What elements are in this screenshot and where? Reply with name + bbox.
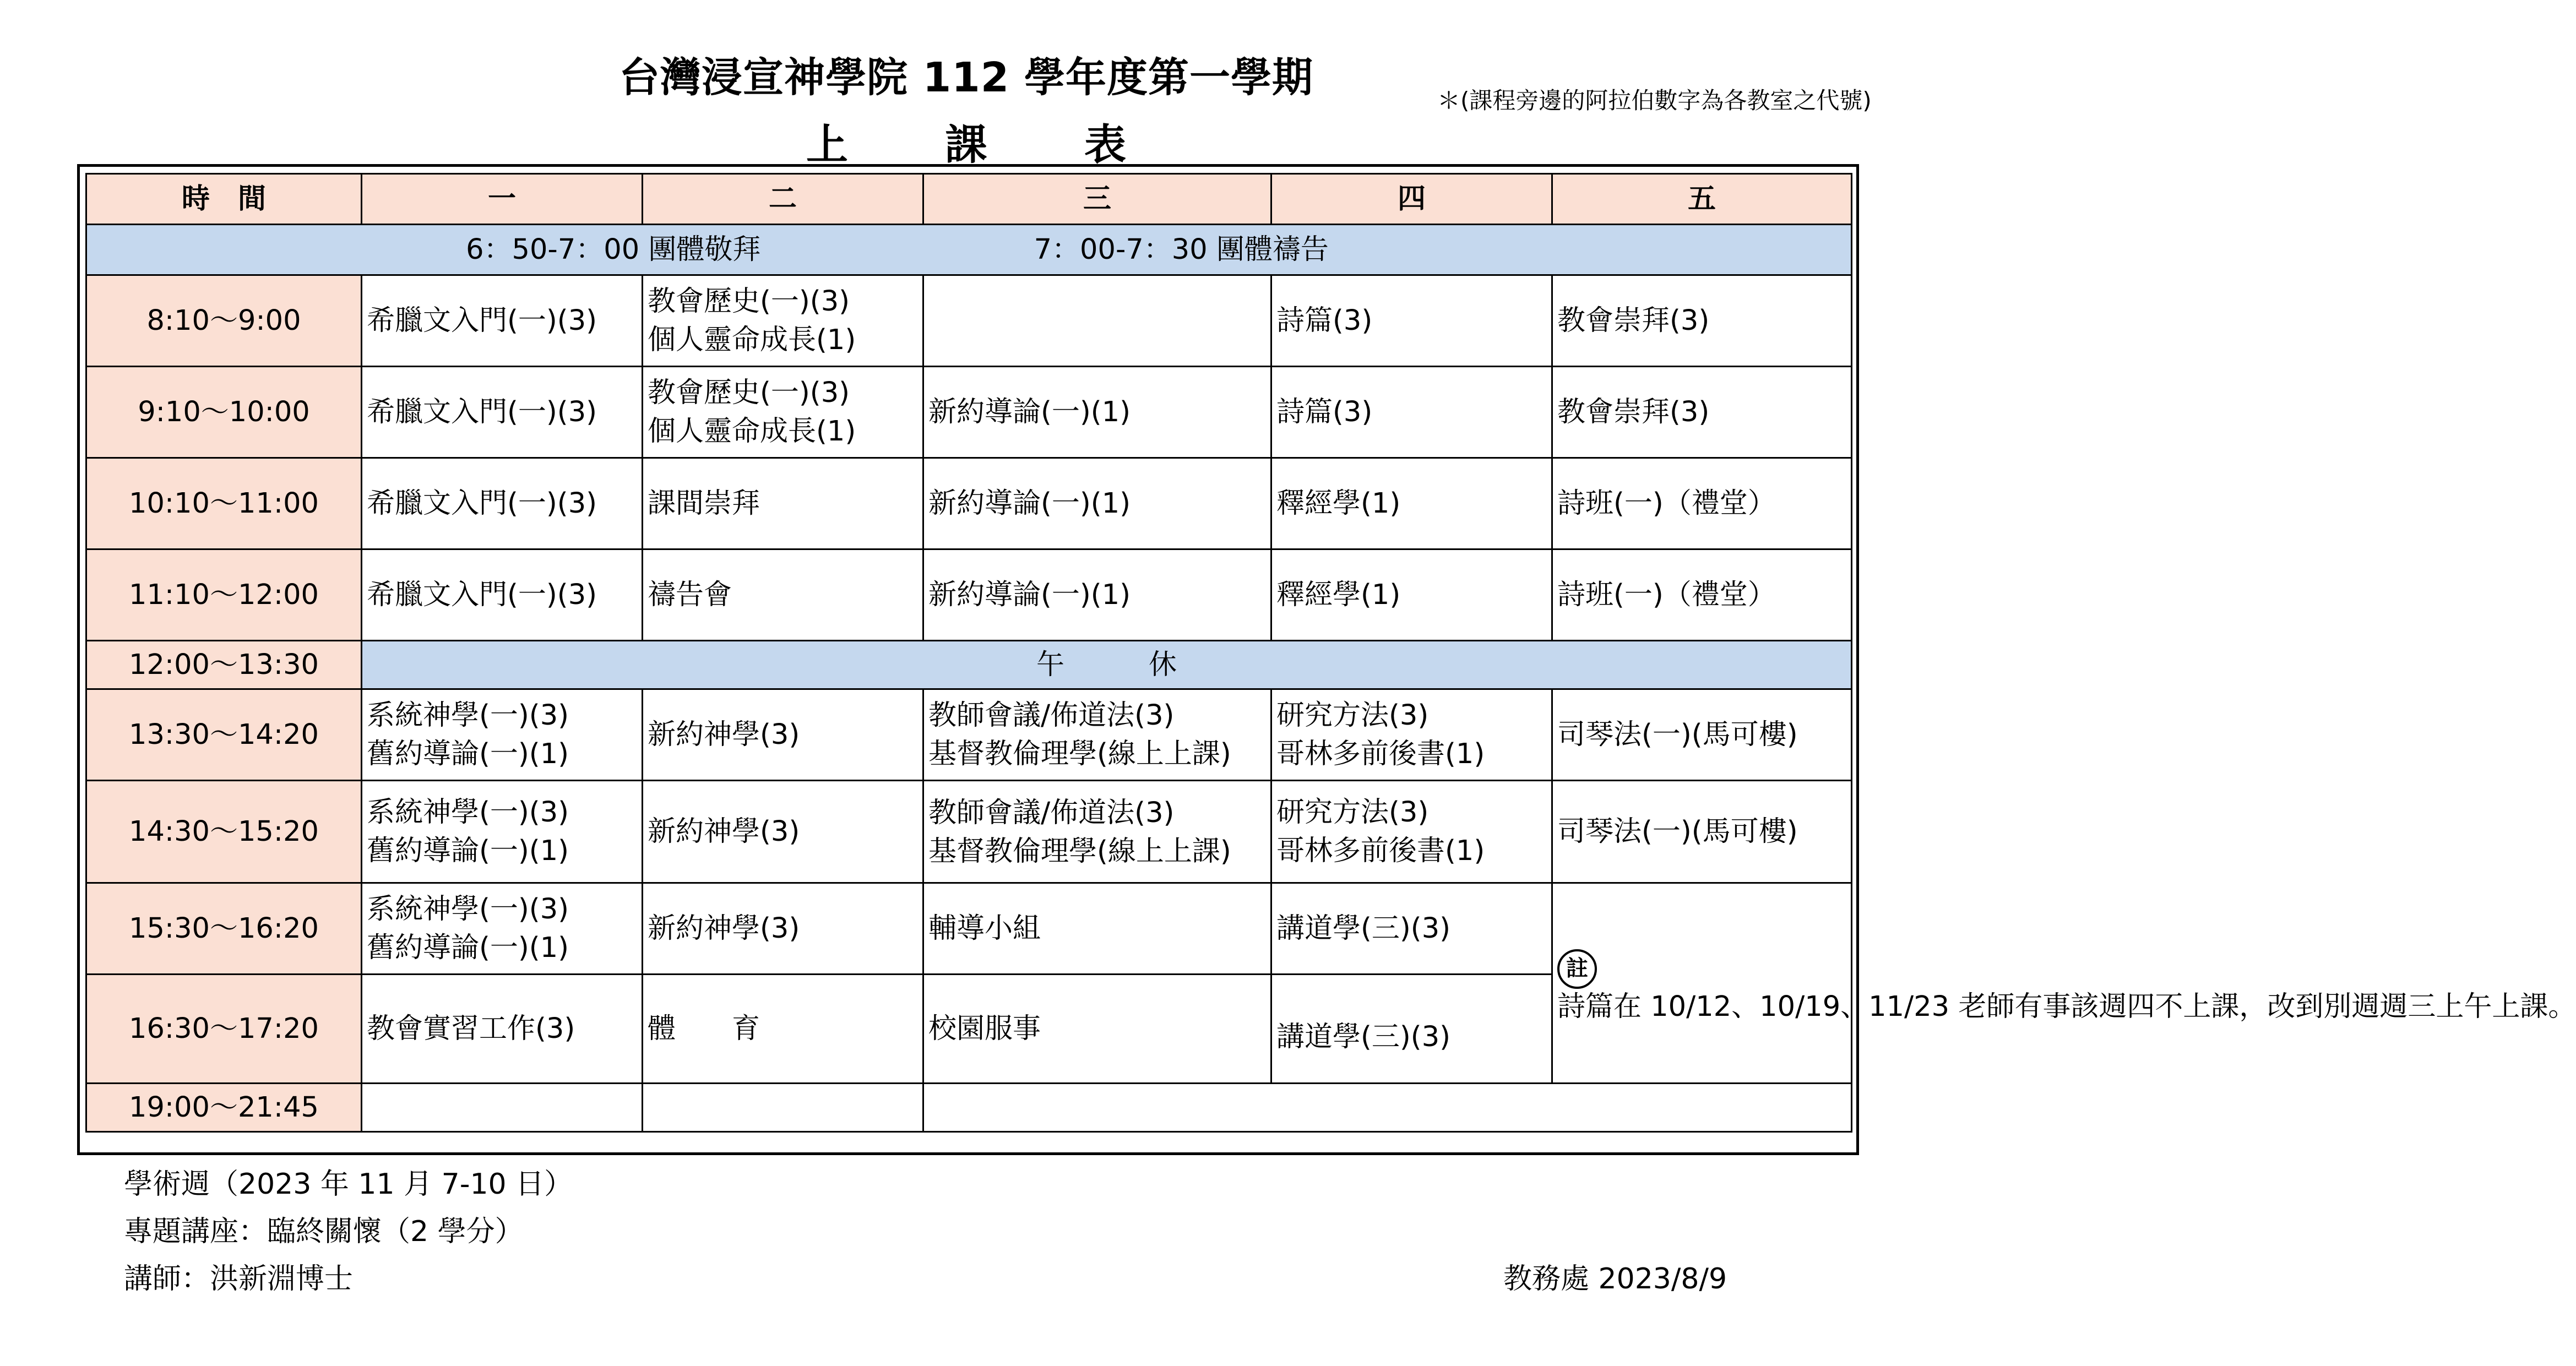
course-cell: 詩班(一)（禮堂） — [1552, 458, 1852, 549]
course-cell: 詩班(一)（禮堂） — [1552, 549, 1852, 641]
schedule-note: 詩篇在 10/12、10/19、11/23 老師有事該週四不上課，改到別週週三上午上課。 — [1557, 990, 2576, 1023]
col-header-thu: 四 — [1271, 174, 1552, 225]
header-row — [86, 174, 1852, 225]
course-line: 個人靈命成長(1) — [648, 415, 856, 448]
course-line: 哥林多前後書(1) — [1276, 737, 1485, 770]
time-cell: 13:30～14:20 — [86, 689, 362, 781]
table-row — [86, 883, 1852, 975]
course-cell: 課間崇拜 — [643, 458, 923, 549]
table-row — [86, 458, 1852, 549]
course-cell — [362, 781, 643, 883]
time-cell: 15:30～16:20 — [86, 883, 362, 975]
course-line: 舊約導論(一)(1) — [367, 737, 569, 770]
page-title: 台灣浸宣神學院 112 學年度第一學期 — [619, 54, 1313, 101]
course-cell: 禱告會 — [643, 549, 923, 641]
course-cell: 詩篇(3) — [1271, 275, 1552, 367]
time-cell: 19:00～21:45 — [86, 1084, 362, 1132]
course-line: 教會歷史(一)(3) — [648, 376, 850, 409]
course-line: 舊約導論(一)(1) — [367, 834, 569, 867]
course-cell — [923, 689, 1271, 781]
course-cell: 講道學(三)(3) — [1271, 975, 1552, 1084]
course-line: 教會歷史(一)(3) — [648, 285, 850, 318]
course-cell: 釋經學(1) — [1271, 458, 1552, 549]
special-lecture: 專題講座：臨終關懷（2 學分） — [124, 1215, 524, 1248]
table-row — [86, 689, 1852, 781]
worship-row — [86, 225, 1852, 275]
table-row — [86, 781, 1852, 883]
course-cell: 輔導小組 — [923, 883, 1271, 975]
course-cell — [923, 781, 1271, 883]
note-mark-icon: 註 — [1557, 949, 1597, 989]
office-date: 教務處 2023/8/9 — [1503, 1262, 1727, 1296]
course-cell: 新約導論(一)(1) — [923, 458, 1271, 549]
classroom-note: ＊(課程旁邊的阿拉伯數字為各教室之代號) — [1437, 87, 1872, 114]
course-cell: 釋經學(1) — [1271, 549, 1552, 641]
course-cell: 希臘文入門(一)(3) — [362, 367, 643, 458]
course-line: 基督教倫理學(線上上課) — [928, 835, 1231, 868]
course-line: 教師會議/佈道法(3) — [928, 699, 1175, 732]
course-cell — [362, 883, 643, 975]
course-cell: 詩篇(3) — [1271, 367, 1552, 458]
time-cell: 14:30～15:20 — [86, 781, 362, 883]
course-line: 哥林多前後書(1) — [1276, 834, 1485, 867]
course-cell: 教會實習工作(3) — [362, 975, 643, 1084]
academic-week: 學術週（2023 年 11 月 7-10 日） — [124, 1168, 573, 1201]
lunch-row — [86, 641, 1852, 689]
course-cell — [643, 275, 923, 367]
page-subtitle: 上 課 表 — [806, 120, 1126, 169]
lunch-break: 午 休 — [362, 641, 1852, 689]
course-line: 舊約導論(一)(1) — [367, 931, 569, 964]
col-header-mon: 一 — [362, 174, 643, 225]
course-line: 教師會議/佈道法(3) — [928, 796, 1175, 829]
table-row — [86, 549, 1852, 641]
course-line: 研究方法(3) — [1276, 699, 1429, 732]
course-cell: 希臘文入門(一)(3) — [362, 549, 643, 641]
course-cell: 教會崇拜(3) — [1552, 367, 1852, 458]
col-header-time: 時 間 — [86, 174, 362, 225]
course-cell: 新約神學(3) — [643, 883, 923, 975]
worship-banner — [86, 225, 1852, 275]
lecturer: 講師：洪新淵博士 — [124, 1262, 354, 1296]
course-cell: 希臘文入門(一)(3) — [362, 275, 643, 367]
course-cell: 新約神學(3) — [643, 781, 923, 883]
table-row — [86, 275, 1852, 367]
course-line: 系統神學(一)(3) — [367, 796, 569, 829]
course-cell: 司琴法(一)(馬可樓) — [1552, 689, 1852, 781]
course-cell: 司琴法(一)(馬可樓) — [1552, 781, 1852, 883]
course-cell — [923, 275, 1271, 367]
course-cell: 教會崇拜(3) — [1552, 275, 1852, 367]
col-header-fri: 五 — [1552, 174, 1852, 225]
course-cell — [362, 1084, 643, 1132]
worship-right: 7：00-7：30 團體禱告 — [1034, 233, 1329, 266]
course-line: 研究方法(3) — [1276, 796, 1429, 829]
course-line: 系統神學(一)(3) — [367, 892, 569, 926]
course-cell — [1271, 781, 1552, 883]
note-cell — [1552, 883, 2576, 1084]
table-row — [86, 1084, 1852, 1132]
course-cell: 講道學(三)(3) — [1271, 883, 1552, 975]
course-cell: 希臘文入門(一)(3) — [362, 458, 643, 549]
col-header-wed: 三 — [923, 174, 1271, 225]
course-cell — [643, 367, 923, 458]
course-cell: 新約導論(一)(1) — [923, 367, 1271, 458]
time-cell: 9:10～10:00 — [86, 367, 362, 458]
course-cell: 體 育 — [643, 975, 923, 1084]
course-line: 個人靈命成長(1) — [648, 323, 856, 356]
course-cell: 校園服事 — [923, 975, 1271, 1084]
course-line: 基督教倫理學(線上上課) — [928, 737, 1231, 770]
course-cell — [1271, 689, 1552, 781]
col-header-tue: 二 — [643, 174, 923, 225]
worship-left: 6：50-7：00 團體敬拜 — [466, 233, 761, 266]
course-cell: 新約導論(一)(1) — [923, 549, 1271, 641]
time-cell: 10:10～11:00 — [86, 458, 362, 549]
course-cell: 新約神學(3) — [643, 689, 923, 781]
course-cell — [362, 689, 643, 781]
schedule-table — [85, 173, 2576, 1133]
course-line: 系統神學(一)(3) — [367, 699, 569, 732]
course-cell — [643, 1084, 923, 1132]
course-cell — [923, 1084, 1852, 1132]
table-row — [86, 367, 1852, 458]
time-cell: 16:30～17:20 — [86, 975, 362, 1084]
time-cell: 11:10～12:00 — [86, 549, 362, 641]
time-cell: 12:00～13:30 — [86, 641, 362, 689]
time-cell: 8:10～9:00 — [86, 275, 362, 367]
